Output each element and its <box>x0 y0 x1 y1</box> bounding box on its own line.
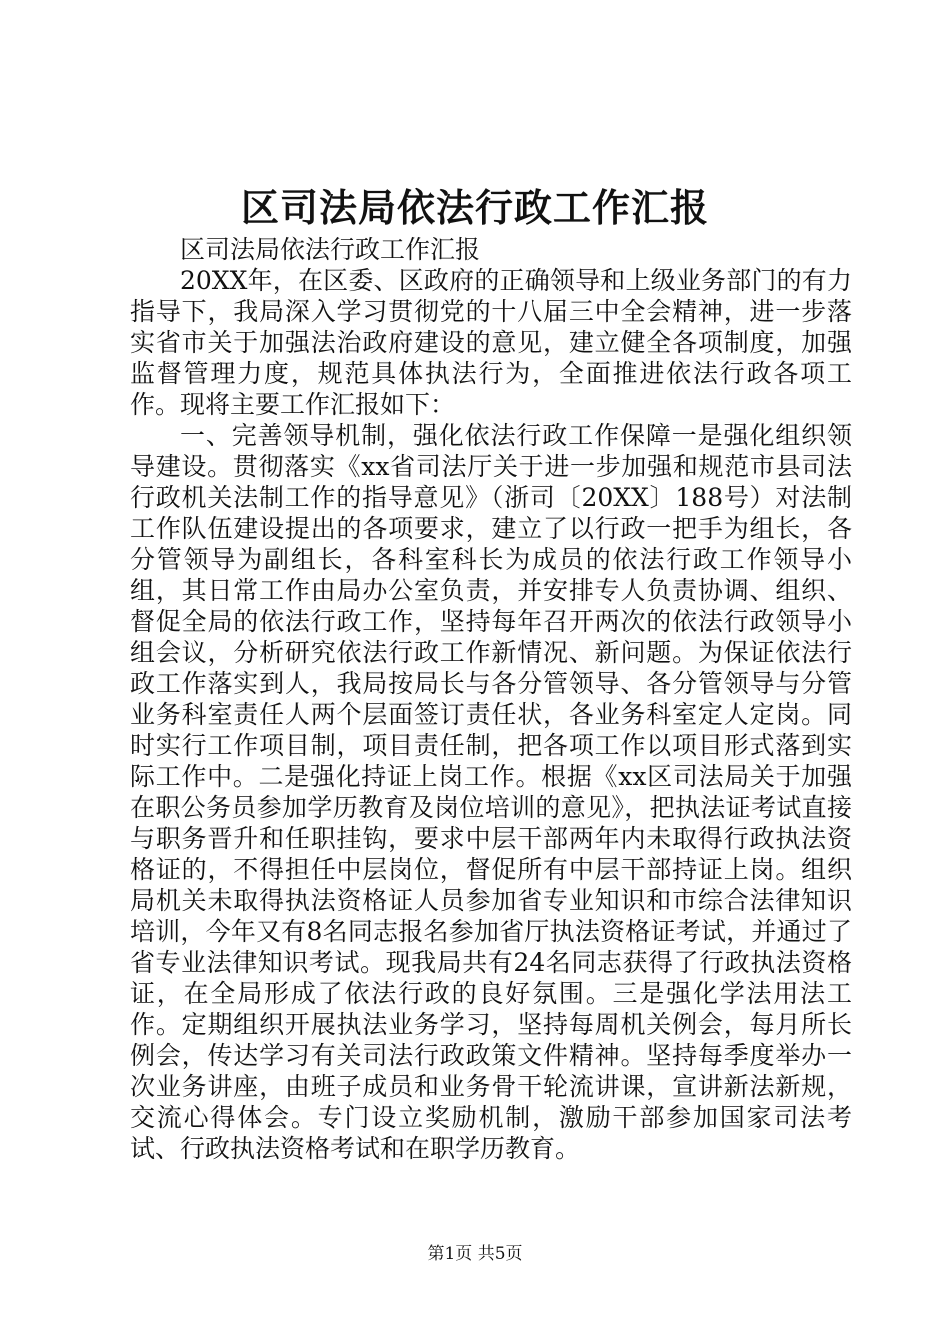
paragraph-intro: 20XX年，在区委、区政府的正确领导和上级业务部门的有力指导下，我局深入学习贯彻党的十八届三中全会精神，进一步落实省市关于加强法治政府建设的意见，建立健全各项制度，加强监督管理力度，规范具体执法行为，全面推进依法行政各项工作。现将主要工作汇报如下： <box>130 266 852 419</box>
page-footer: 第1页 共5页 <box>427 1244 523 1264</box>
paragraph-section-one: 一、完善领导机制，强化依法行政工作保障一是强化组织领导建设。贯彻落实《xx省司法厅关于进一步加强和规范市县司法行政机关法制工作的指导意见》（浙司〔20XX〕188号）对法制工作队伍建设提出的各项要求，建立了以行政一把手为组长，各分管领导为副组长，各科室科长为成员的依法行政工作领导小组，其日常工作由局办公室负责，并安排专人负责协调、组织、督促全局的依法行政工作，坚持每年召开两次的依法行政领导小组会议，分析研究依法行政工作新情况、新问题。为保证依法行政工作落实到人，我局按局长与各分管领导、各分管领导与分管业务科室责任人两个层面签订责任状，各业务科室定人定岗。同时实行工作项目制，项目责任制，把各项工作以项目形式落到实际工作中。二是强化持证上岗工作。根据《xx区司法局关于加强在职公务员参加学历教育及岗位培训的意见》，把执法证考试直接与职务晋升和任职挂钩，要求中层干部两年内未取得行政执法资格证的，不得担任中层岗位，督促所有中层干部持证上岗。组织局机关未取得执法资格证人员参加省专业知识和市综合法律知识培训，今年又有8名同志报名参加省厅执法资格证考试，并通过了省专业法律知识考试。现我局共有24名同志获得了行政执法资格证，在全局形成了依法行政的良好氛围。三是强化学法用法工作。定期组织开展执法业务学习，坚持每周机关例会，每月所长例会，传达学习有关司法行政政策文件精神。坚持每季度举办一次业务讲座，由班子成员和业务骨干轮流讲课，宣讲新法新规，交流心得体会。专门设立奖励机制，激励干部参加国家司法考试、行政执法资格考试和在职学历教育。 <box>130 421 852 1163</box>
document-title: 区司法局依法行政工作汇报 <box>240 185 709 230</box>
paragraph-subtitle: 区司法局依法行政工作汇报 <box>180 235 481 264</box>
document-body <box>130 234 852 1164</box>
